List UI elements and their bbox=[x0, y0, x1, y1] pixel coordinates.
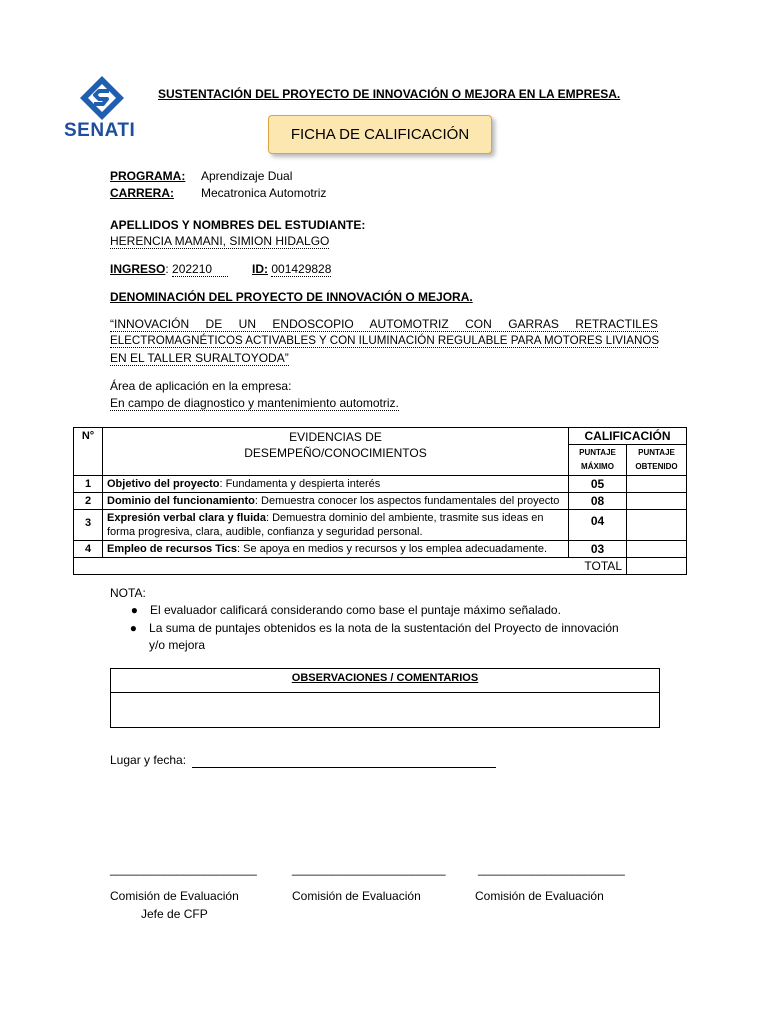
lugar-fecha-label: Lugar y fecha: bbox=[110, 753, 187, 767]
nota-list bbox=[128, 602, 628, 654]
student-label: APELLIDOS Y NOMBRES DEL ESTUDIANTE: bbox=[110, 218, 366, 232]
programa-value: Aprendizaje Dual bbox=[201, 169, 293, 183]
col-header-evidencias: EVIDENCIAS DE DESEMPEÑO/CONOCIMIENTOS bbox=[103, 428, 569, 476]
id-row bbox=[252, 262, 331, 276]
ingreso-value: 202210 bbox=[172, 262, 228, 277]
ingreso-row: INGRESO: 202210 bbox=[110, 262, 228, 276]
col-header-puntaje-maximo: PUNTAJE MÁXIMO bbox=[569, 445, 627, 476]
evaluation-table bbox=[73, 427, 687, 575]
row-puntaje-obtenido[interactable] bbox=[627, 493, 687, 510]
row-puntaje-maximo: 05 bbox=[569, 476, 627, 493]
row-puntaje-obtenido[interactable] bbox=[627, 476, 687, 493]
row-number: 1 bbox=[74, 476, 103, 493]
col-header-n: N° bbox=[74, 428, 103, 476]
total-label: TOTAL bbox=[74, 558, 627, 575]
row-number: 3 bbox=[74, 510, 103, 541]
carrera-label: CARRERA: bbox=[110, 186, 174, 200]
programa-label: PROGRAMA: bbox=[110, 169, 186, 183]
nota-label: NOTA: bbox=[110, 586, 146, 600]
signature-line-1: ______________________ bbox=[110, 862, 257, 876]
col-header-calificacion: CALIFICACIÓN bbox=[569, 428, 687, 445]
table-row bbox=[74, 510, 687, 541]
row-evidence: Expresión verbal clara y fluida: Demuestra dominio del ambiente, trasmite sus ideas en forma progresiva, clara, audible, confianza y seguridad personal. bbox=[103, 510, 569, 541]
row-puntaje-maximo: 04 bbox=[569, 510, 627, 541]
signature-subtitle-1: Jefe de CFP bbox=[141, 907, 208, 921]
signature-title-3: Comisión de Evaluación bbox=[475, 889, 604, 903]
table-total-row bbox=[74, 558, 687, 575]
list-item: ● La suma de puntajes obtenidos es la nota de la sustentación del Proyecto de innovación y/o mejora bbox=[129, 621, 619, 652]
table-row bbox=[74, 476, 687, 493]
ficha-calificacion-banner: FICHA DE CALIFICACIÓN bbox=[268, 115, 492, 154]
project-title-line-1: “INNOVACIÓN DE UN ENDOSCOPIO AUTOMOTRIZ CON GARRAS RETRACTILES bbox=[110, 317, 658, 331]
observaciones-title: OBSERVACIONES / COMENTARIOS bbox=[111, 669, 659, 693]
signature-title-2: Comisión de Evaluación bbox=[292, 889, 421, 903]
row-number: 2 bbox=[74, 493, 103, 510]
table-row bbox=[74, 541, 687, 558]
signature-line-2: _______________________ bbox=[292, 862, 446, 876]
row-evidence: Dominio del funcionamiento: Demuestra conocer los aspectos fundamentales del proyecto bbox=[103, 493, 569, 510]
area-label: Área de aplicación en la empresa: bbox=[110, 379, 292, 393]
bullet-icon: ● bbox=[130, 603, 138, 617]
area-value: En campo de diagnostico y mantenimiento automotriz. bbox=[110, 396, 399, 410]
senati-logo bbox=[62, 74, 142, 146]
project-title-line-2: ELECTROMAGNÉTICOS ACTIVABLES Y CON ILUMINACIÓN REGULABLE PARA MOTORES LIVIANOS bbox=[110, 334, 660, 347]
table-header-row bbox=[74, 428, 687, 445]
row-puntaje-obtenido[interactable] bbox=[627, 510, 687, 541]
row-evidence: Empleo de recursos Tics: Se apoya en medios y recursos y los emplea adecuadamente. bbox=[103, 541, 569, 558]
row-evidence: Objetivo del proyecto: Fundamenta y despierta interés bbox=[103, 476, 569, 493]
carrera-value: Mecatronica Automotriz bbox=[201, 186, 327, 200]
signature-line-3: ______________________ bbox=[478, 862, 625, 876]
ingreso-label: INGRESO bbox=[110, 262, 166, 276]
senati-logo-mark bbox=[62, 74, 142, 122]
row-number: 4 bbox=[74, 541, 103, 558]
observaciones-box bbox=[110, 668, 660, 728]
table-row bbox=[74, 493, 687, 510]
student-name: HERENCIA MAMANI, SIMION HIDALGO bbox=[110, 234, 330, 248]
bullet-icon: ● bbox=[129, 621, 138, 635]
id-label: ID: bbox=[252, 262, 268, 276]
total-value[interactable] bbox=[627, 558, 687, 575]
row-puntaje-maximo: 08 bbox=[569, 493, 627, 510]
project-heading: DENOMINACIÓN DEL PROYECTO DE INNOVACIÓN O MEJORA. bbox=[110, 290, 473, 304]
signature-title-1: Comisión de Evaluación bbox=[110, 889, 239, 903]
lugar-fecha-field[interactable] bbox=[192, 767, 496, 768]
row-puntaje-obtenido[interactable] bbox=[627, 541, 687, 558]
row-puntaje-maximo: 03 bbox=[569, 541, 627, 558]
id-value: 001429828 bbox=[271, 262, 332, 276]
col-header-puntaje-obtenido: PUNTAJE OBTENIDO bbox=[627, 445, 687, 476]
senati-logo-text: SENATI bbox=[64, 120, 136, 141]
observaciones-field[interactable] bbox=[111, 693, 659, 727]
document-title: SUSTENTACIÓN DEL PROYECTO DE INNOVACIÓN O MEJORA EN LA EMPRESA. bbox=[158, 87, 621, 101]
project-title-line-3: EN EL TALLER SURALTOYODA” bbox=[110, 351, 289, 365]
list-item: ● El evaluador calificará considerando como base el puntaje máximo señalado. bbox=[128, 602, 628, 619]
